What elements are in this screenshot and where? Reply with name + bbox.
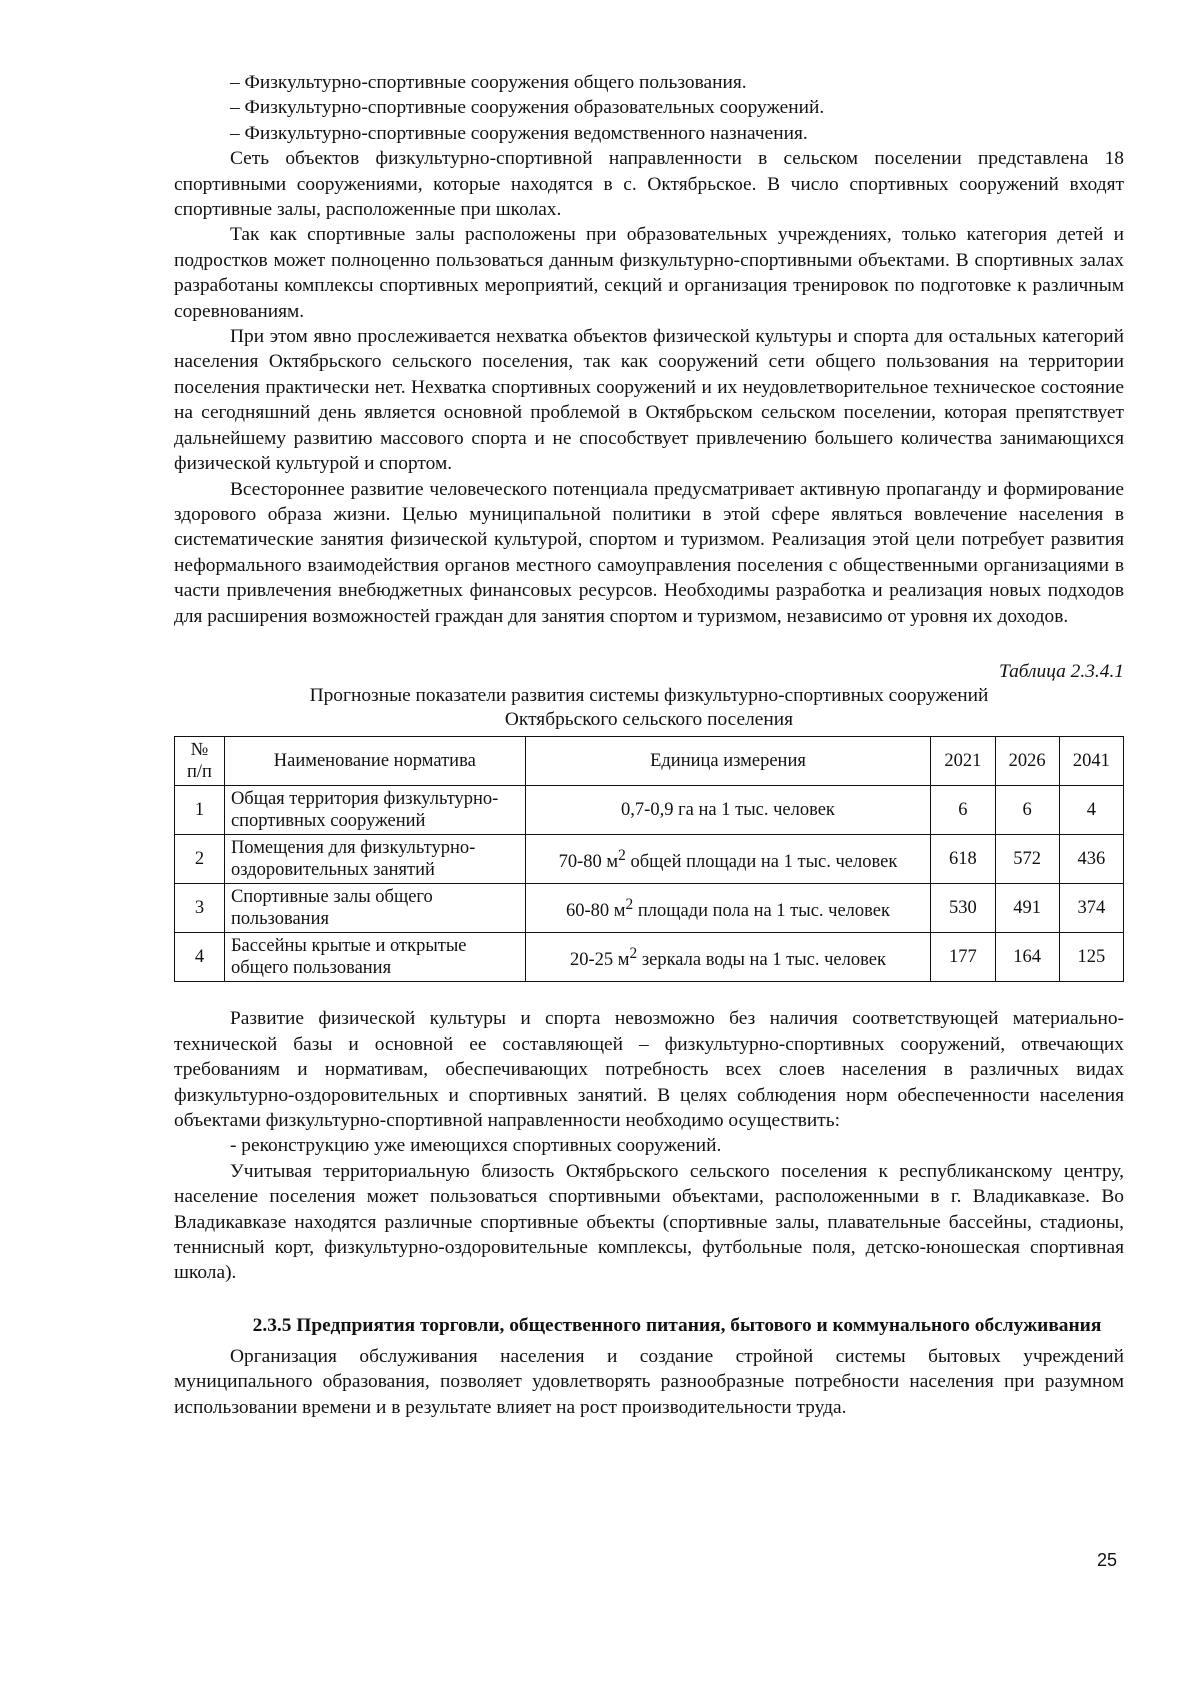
cell-name: Помещения для физкультурно-оздоровительных занятий [224,835,525,884]
bullet-item: – Физкультурно-спортивные сооружения образовательных сооружений. [230,97,825,119]
unit-text: 60-80 м [565,901,626,922]
cell-name: Бассейны крытые и открытые общего пользования [224,933,525,982]
list-item: - реконструкцию уже имеющихся спортивных сооружений. [230,1135,722,1157]
cell-2021: 618 [931,835,995,884]
indicators-table [174,736,1124,982]
header-year-2021: 2021 [931,737,995,786]
cell-unit [525,933,931,982]
cell-unit: 0,7-0,9 га на 1 тыс. человек [525,786,931,835]
section-heading: 2.3.5 Предприятия торговли, общественного питания, бытового и коммунального обслуживания [252,1314,1102,1336]
table-header-row [175,737,1124,786]
cell-2041: 4 [1059,786,1123,835]
bullet-item: – Физкультурно-спортивные сооружения общего пользования. [230,72,747,93]
unit-text: общей площади на 1 тыс. человек [625,852,898,873]
table-label: Таблица 2.3.4.1 [999,660,1124,682]
header-name: Наименование норматива [224,737,525,786]
unit-text: площади пола на 1 тыс. человек [633,901,890,922]
unit-text: 70-80 м [558,852,619,873]
bullet-item: – Физкультурно-спортивные сооружения ведомственного назначения. [230,122,808,144]
cell-name: Спортивные залы общего пользования [224,884,525,933]
paragraph: При этом явно прослеживается нехватка объектов физической культуры и спорта для остальных категорий населения Октябрьского сельского поселения, так как сооружений сети общего пользования на территории поселения практически нет. Нехватка спортивных сооружений и их неудовлетворительное техническое состояние на сегодняшний день является основной проблемой в Октябрьском сельском поселении, которая препятствует дальнейшему развитию массового спорта и не способствует привлечению большего количества занимающихся физической культурой и спортом. [174,326,1124,475]
cell-2041: 125 [1059,933,1123,982]
table-row [175,884,1124,933]
cell-2021: 6 [931,786,995,835]
cell-no: 1 [175,786,225,835]
cell-2041: 374 [1059,884,1123,933]
unit-superscript: 2 [629,945,638,963]
cell-no: 4 [175,933,225,982]
cell-2026: 164 [995,933,1059,982]
header-year-2026: 2026 [995,737,1059,786]
cell-unit [525,884,931,933]
paragraph: Сеть объектов физкультурно-спортивной направленности в сельском поселении представлена 18 спортивными сооружениями, которые находятся в с. Октябрьское. В число спортивных сооружений входят спортивные залы, расположенные при школах. [174,148,1124,221]
document-page [174,70,1124,1420]
table-title-line1: Прогнозные показатели развития системы физкультурно-спортивных сооружений [309,685,989,707]
cell-2026: 491 [995,884,1059,933]
cell-2021: 177 [931,933,995,982]
cell-name: Общая территория физкультурно-спортивных сооружений [224,786,525,835]
paragraph: Так как спортивные залы расположены при образовательных учреждениях, только категория детей и подростков может полноценно пользоваться данным физкультурно-спортивными объектами. В спортивных залах разработаны комплексы спортивных мероприятий, секций и организация тренировок по подготовке к различным соревнованиям. [174,224,1124,322]
cell-2021: 530 [931,884,995,933]
paragraph: Организация обслуживания населения и создание стройной системы бытовых учреждений муниципального образования, позволяет удовлетворять разнообразные потребности населения при разумном использовании времени и в результате влияет на рост производительности труда. [174,1345,1124,1418]
table-row [175,835,1124,884]
paragraph: Учитывая территориальную близость Октябрьского сельского поселения к республиканскому центру, население поселения может пользоваться спортивными объектами, расположенными в г. Владикавказе. Во Владикавказе находятся различные спортивные объекты (спортивные залы, плавательные бассейны, стадионы, теннисный корт, физкультурно-оздоровительные комплексы, футбольные поля, детско-юношеская спортивная школа). [174,1160,1124,1284]
table-row [175,786,1124,835]
header-unit: Единица измерения [525,737,931,786]
cell-unit [525,835,931,884]
cell-2041: 436 [1059,835,1123,884]
paragraph: Всестороннее развитие человеческого потенциала предусматривает активную пропаганду и формирование здорового образа жизни. Целью муниципальной политики в этой сфере являться вовлечение населения в систематические занятия физической культурой, спортом и туризмом. Реализация этой цели потребует развития неформального взаимодействия органов местного самоуправления поселения с общественными организациями в части привлечения внебюджетных финансовых ресурсов. Необходимы разработка и реализация новых подходов для расширения возможностей граждан для занятия спортом и туризмом, независимо от уровня их доходов. [174,478,1124,627]
cell-2026: 572 [995,835,1059,884]
header-no: № п/п [175,737,225,786]
header-year-2041: 2041 [1059,737,1123,786]
table-title-line2: Октябрьского сельского поселения [504,709,794,731]
unit-text: зеркала воды на 1 тыс. человек [637,950,886,971]
unit-text: 20-25 м [570,950,630,971]
unit-superscript: 2 [625,896,634,914]
cell-no: 3 [175,884,225,933]
cell-2026: 6 [995,786,1059,835]
table-row [175,933,1124,982]
unit-superscript: 2 [618,847,626,865]
cell-no: 2 [175,835,225,884]
page-number: 25 [1097,1550,1118,1570]
paragraph: Развитие физической культуры и спорта невозможно без наличия соответствующей материально-технической базы и основной ее составляющей – физкультурно-спортивных сооружений, отвечающих требованиям и нормативам, обеспечивающих потребность всех слоев населения в различных видах физкультурно-оздоровительных и спортивных занятий. В целях соблюдения норм обеспеченности населения объектами физкультурно-спортивной направленности необходимо осуществить: [174,1008,1124,1131]
